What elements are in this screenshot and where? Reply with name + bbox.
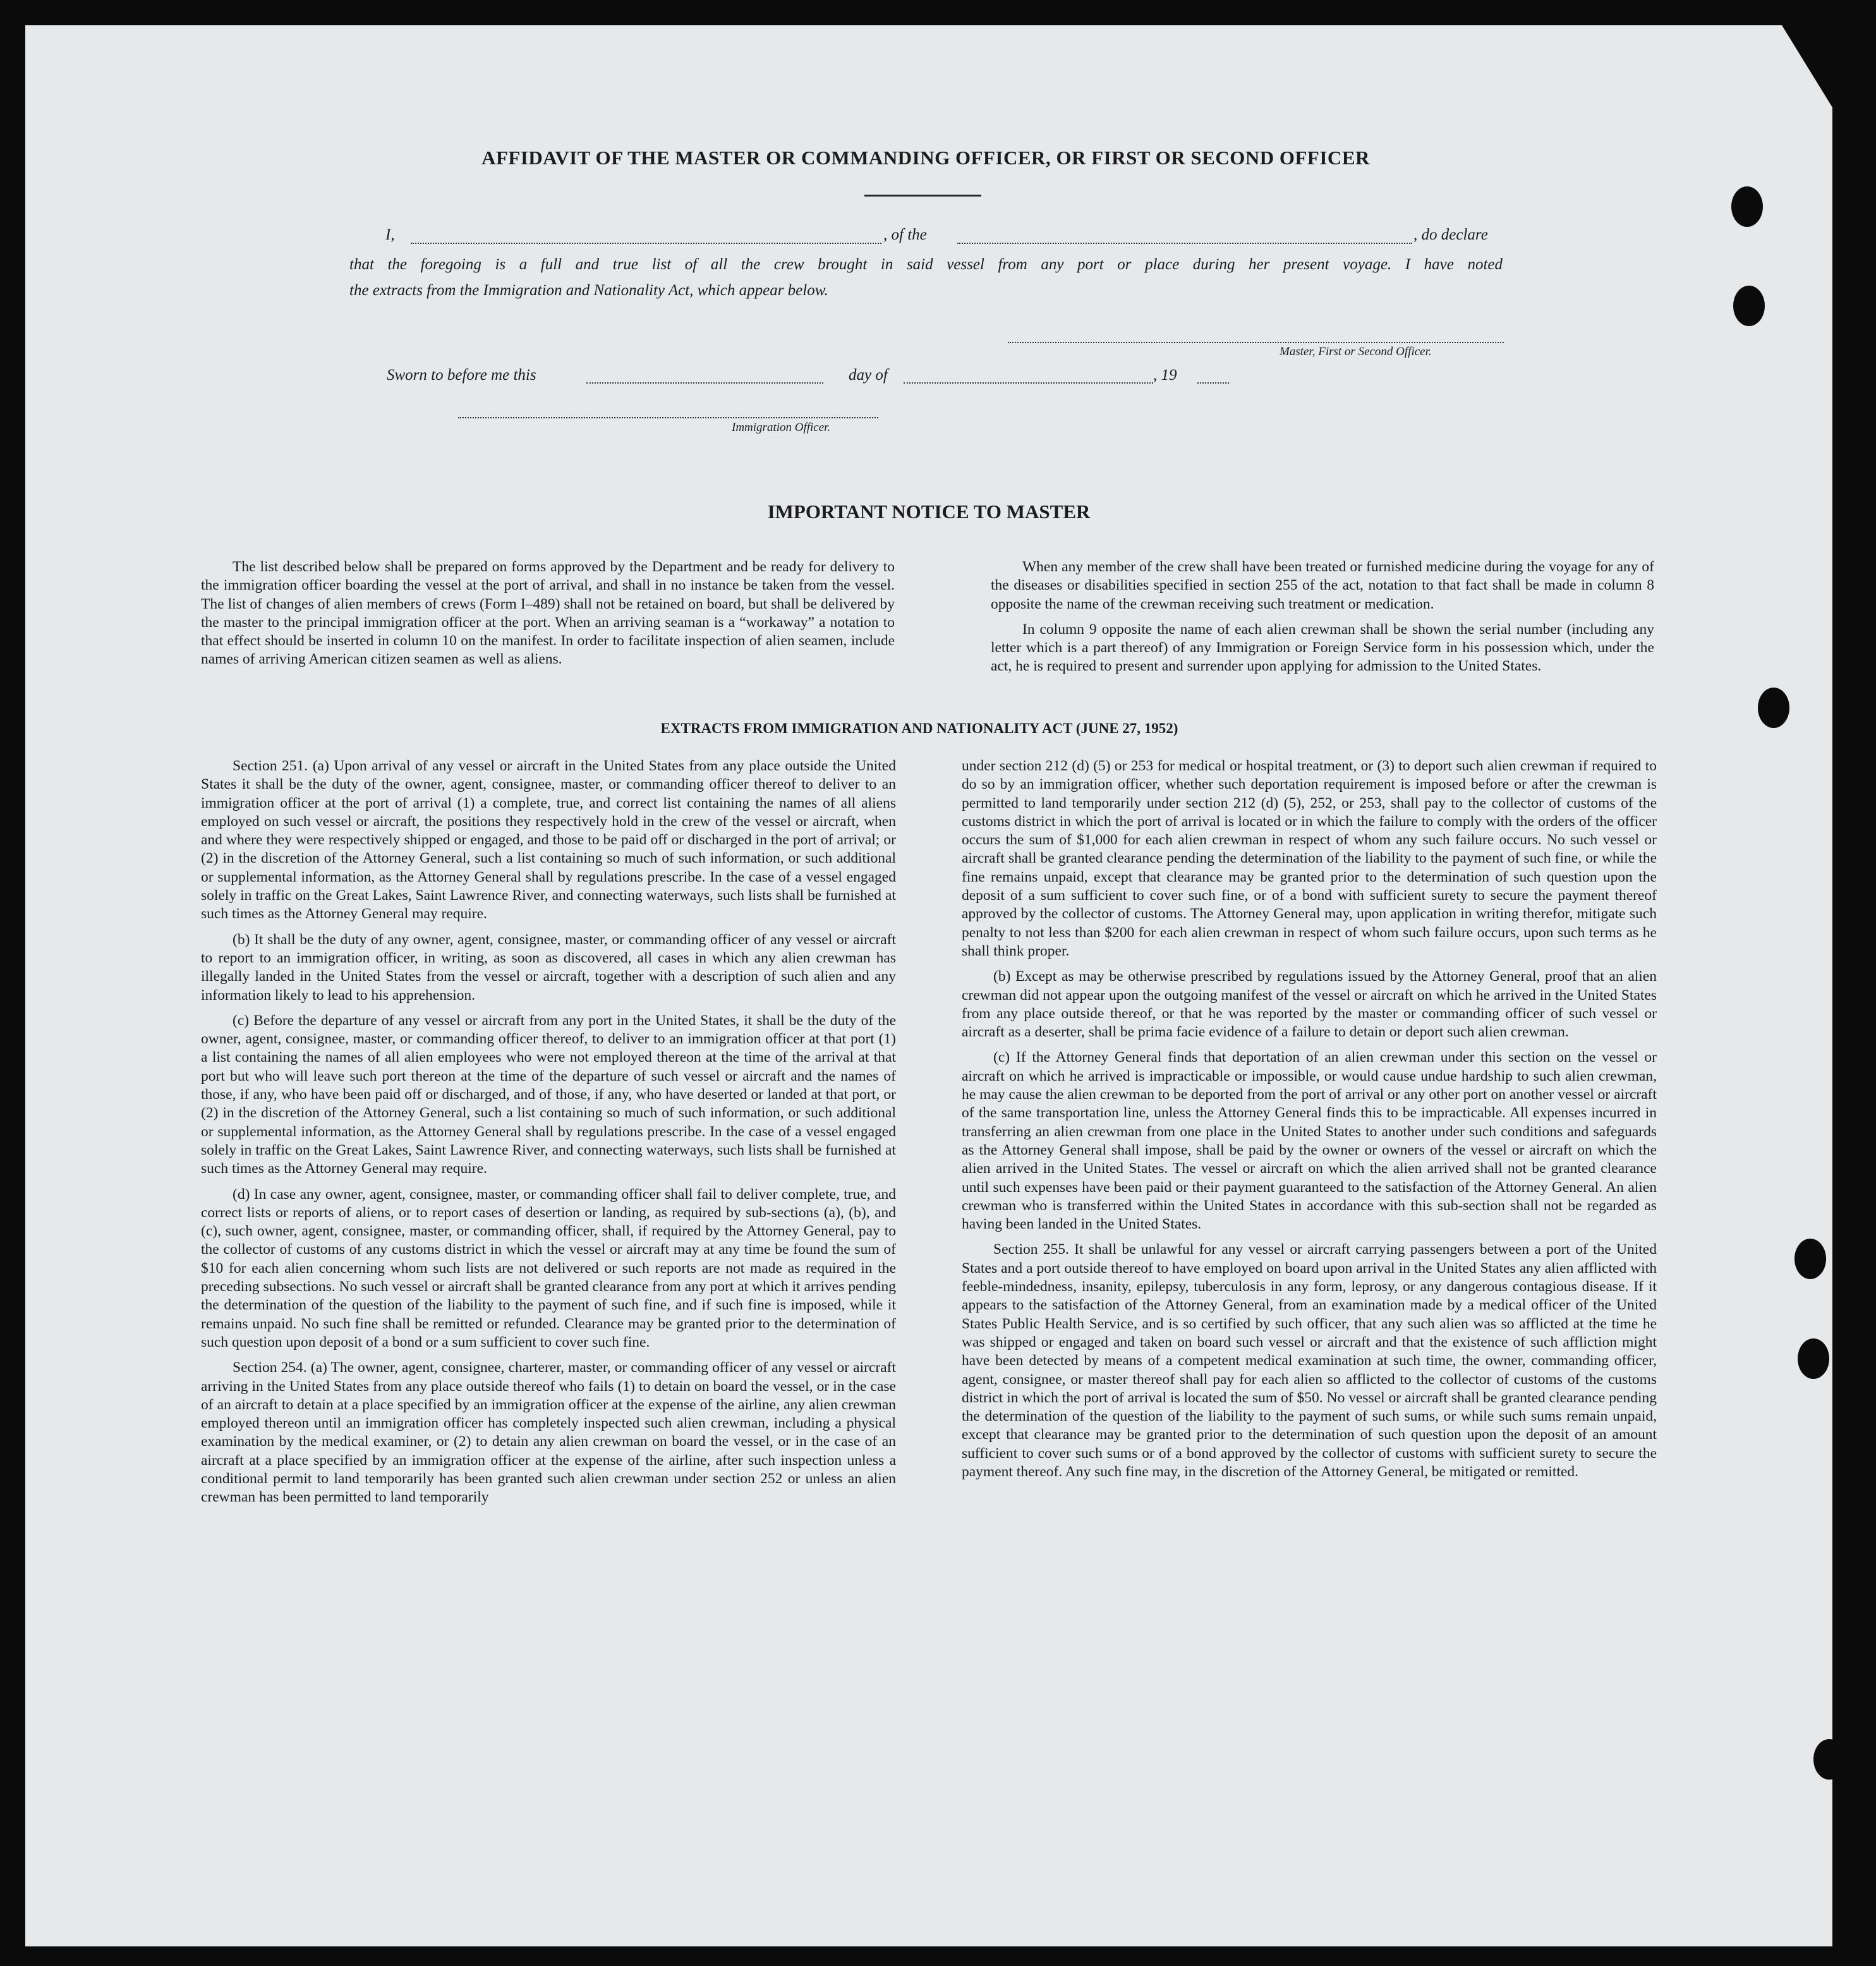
of-the-label: , of the [883,226,927,243]
declarant-label: I, [385,226,395,243]
officer-signature-field[interactable] [458,417,878,418]
notice-paragraph: When any member of the crew shall have been treated or furnished medicine during the voyage for any of the diseases or disabilities specified in section 255 of the act, notation to that fact shall be made in column 8 opposite the name of the crewman receiving such treatment or medication. [991,559,1654,612]
notice-left-column [201,558,895,676]
punch-hole [1794,1239,1826,1279]
extract-paragraph: (b) It shall be the duty of any owner, agent, consignee, master, or commanding officer of any vessel or aircraft to report to an immigration officer, in writing, as soon as discovered, all cases in which any alien crewman has illegally landed in the United States from the vessel or aircraft, together with a description of such alien and any information likely to lead to his apprehension. [201,931,896,1004]
extracts-left-column [201,757,896,1514]
notice-paragraph: The list described below shall be prepared on forms approved by the Department and be ready for delivery to the immigration officer boarding the vessel at the port of arrival, and shall in no instance be taken from the vessel. The list of changes of alien members of crews (Form I–489) shall not be retained on board, but shall be delivered by the master to the principal immigration officer at the port. When an arriving seaman is a “workaway” a notation to that effect should be inserted in column 10 on the manifest. In order to facilitate inspection of alien seamen, include names of arriving American citizen seamen as well as aliens. [201,559,895,668]
extract-paragraph: under section 212 (d) (5) or 253 for medical or hospital treatment, or (3) to deport such alien crewman if required to do so by an immigration officer, whether such deportation requirement is imposed before or after the crewman is permitted to land temporarily under section 212 (d) (5), 252, or 253, shall pay to the collector of customs of the customs district in which the port of arrival is located or in which the failure to comply with the orders of the officer occurs the sum of $1,000 for each alien crewman in respect of whom any such failure occurs. No such vessel or aircraft shall be granted clearance pending the determination of the liability to the payment of such fine, or while the fine remains unpaid, except that clearance may be granted prior to the determination of such question upon the deposit of a sum sufficient to cover such fine, or of a bond with sufficient surety to secure the payment thereof approved by the collector of customs. The Attorney General may, upon application in writing therefor, mitigate such penalty to not less than $200 for each alien crewman in respect of whom such failure occurs, upon such terms as he shall think proper. [962,758,1657,959]
sworn-label: Sworn to before me this [387,367,536,384]
notice-right-column [991,558,1654,683]
punch-hole [1813,1739,1845,1780]
extract-paragraph: Section 255. It shall be unlawful for any vessel or aircraft carrying passengers between a port of the United States and a port outside thereof to have employed on board upon arrival in the United States any alien afflicted with feeble-mindedness, insanity, epilepsy, tuberculosis in any form, leprosy, or any dangerous contagious disease. If it appears to the satisfaction of the Attorney General, from an examination made by a medical officer of the United States Public Health Service, and is so certified by such officer, that any such alien was so afflicted at the time he was shipped or engaged and taken on board such vessel or aircraft and that the existence of such affliction might have been detected by means of a competent medical examination at such time, the owner, commanding officer, agent, consignee, or master thereof shall pay for each alien so afflicted to the collector of customs of the customs district in which the port of arrival is located the sum of $50. No vessel or aircraft shall be granted clearance pending the determination of the question of the liability to the payment of such sums, or while such sums remain unpaid, except that clearance may be granted prior to the determination of such question upon the deposit of an amount sufficient to cover such sums or of a bond approved by the collector of customs with sufficient surety to secure the payment thereof. Any such fine may, in the discretion of the Attorney General, be mitigated or remitted. [962,1241,1657,1480]
title-divider [864,195,981,197]
punch-hole [1731,186,1763,227]
extracts-title: EXTRACTS FROM IMMIGRATION AND NATIONALITY ACT (JUNE 27, 1952) [660,720,1178,736]
punch-hole [1798,1338,1829,1379]
extract-paragraph: (b) Except as may be otherwise prescribed by regulations issued by the Attorney General, proof that an alien crewman did not appear upon the outgoing manifest of the vessel or aircraft on which he arrived in the United States from any place outside thereof, or that he was reported by the master or commanding officer of such vessel or aircraft as a deserter, shall be prima facie evidence of a failure to detain or deport such alien crewman. [962,968,1657,1041]
sworn-day-field[interactable] [586,382,823,384]
notice-paragraph: In column 9 opposite the name of each alien crewman shall be shown the serial number (including any letter which is a part thereof) of any Immigration or Foreign Service form in his possession which, under the act, he is required to present and surrender upon applying for admission to the United States. [991,621,1654,675]
vessel-name-field[interactable] [957,243,1412,244]
master-signature-field[interactable] [1008,342,1504,343]
do-declare-label: , do declare [1413,226,1488,243]
extract-paragraph: Section 254. (a) The owner, agent, consignee, charterer, master, or commanding officer of any vessel or aircraft arriving in the United States from any place outside thereof who fails (1) to detain on board the vessel, or in the case of an aircraft to detain at a place specified by an immigration officer at the expense of the airline, any alien crewman employed thereon until an immigration officer has completely inspected such alien crewman, including a physical examination by the medical examiner, or (2) to detain any alien crewman on board the vessel, or in the case of an aircraft at a place specified by an immigration officer at the expense of the airline, after such inspection unless a conditional permit to land temporarily has been granted such alien crewman under section 252 or unless an alien crewman has been permitted to land temporarily [201,1359,896,1506]
officer-signature-label: Immigration Officer. [732,421,831,434]
year-prefix-label: , 19 [1153,367,1177,384]
punch-hole [1758,688,1789,728]
extracts-right-column [962,757,1657,1488]
extract-paragraph: (d) In case any owner, agent, consignee, master, or commanding officer shall fail to deliver complete, true, and correct lists or reports of aliens, or to report cases of desertion or landing, as required by sub-sections (a), (b), and (c), such owner, agent, consignee, master, or commanding officer, shall, if required by the Attorney General, pay to the collector of customs of any customs district in which the vessel or aircraft may at any time be found the sum of $10 for each alien concerning whom such lists are not delivered or such reports are not made as required in the preceding subsections. No such vessel or aircraft shall be granted clearance from any port at which it arrives pending the determination of the question of the liability to the payment of such fine, and if such fine is imposed, while it remains unpaid. No such fine shall be remitted or refunded. Clearance may be granted prior to the determination of such question upon deposit of a bond or a sum sufficient to cover such fine. [201,1186,896,1350]
sworn-year-field[interactable] [1197,382,1229,384]
declaration-line-3: the extracts from the Immigration and Nationality Act, which appear below. [349,282,828,299]
extract-paragraph: (c) Before the departure of any vessel or aircraft from any port in the United States, it shall be the duty of the owner, agent, consignee, master, or commanding officer thereof, to deliver to an immigration officer at that port (1) a list containing the names of all alien employees who were not employed thereon at the time of the arrival at that port but who will leave such port thereon at the time of the departure of such vessel or aircraft and the names of those, if any, who have been paid off or discharged, and of those, if any, who have deserted or landed at that port, or (2) in the discretion of the Attorney General, such a list containing so much of such information, or such additional or supplemental information, as the Attorney General shall by regulations prescribe. In the case of a vessel engaged solely in traffic on the Great Lakes, Saint Lawrence River, and connecting waterways, such lists shall be furnished at such times as the Attorney General may require. [201,1012,896,1177]
master-signature-label: Master, First or Second Officer. [1280,345,1432,358]
affidavit-title: AFFIDAVIT OF THE MASTER OR COMMANDING OFFICER, OR FIRST OR SECOND OFFICER [481,147,1370,169]
declaration-line-2: that the foregoing is a full and true list of all the crew brought in said vessel from any port or place during her present voyage. I have noted [349,256,1503,273]
punch-hole [1733,286,1765,326]
extract-paragraph: Section 251. (a) Upon arrival of any vessel or aircraft in the United States from any place outside the United States it shall be the duty of the owner, agent, consignee, master, or commanding officer thereof to deliver to an immigration officer at the port of arrival (1) a complete, true, and correct list containing the names of all aliens employed on such vessel or aircraft, the positions they respectively hold in the crew of the vessel or aircraft, when and where they were respectively shipped or engaged, and those to be paid off or discharged in the port of arrival; or (2) in the discretion of the Attorney General, such a list containing so much of such information, or such additional or supplemental information, as the Attorney General shall by regulations prescribe. In the case of a vessel engaged solely in traffic on the Great Lakes, Saint Lawrence River, and connecting waterways, such lists shall be furnished at such times as the Attorney General may require. [201,758,896,923]
extract-paragraph: (c) If the Attorney General finds that deportation of an alien crewman under this section on the vessel or aircraft on which he arrived is impracticable or impossible, or would cause undue hardship to such alien crewman, he may cause the alien crewman to be deported from the port of arrival or any other port on another vessel or aircraft of the same transportation line, unless the Attorney General finds this to be impracticable. All expenses incurred in transferring an alien crewman from one place in the United States to another under such conditions and safeguards as the Attorney General shall impose, shall be paid by the owner or owners of the vessel or aircraft on which the alien arrived in the United States. The vessel or aircraft on which the alien arrived shall not be granted clearance until such expenses have been paid or their payment guaranteed to the satisfaction of the Attorney General. An alien crewman who is transferred within the United States in accordance with this sub-section shall not be regarded as having been landed in the United States. [962,1049,1657,1233]
day-of-label: day of [849,367,888,384]
sworn-month-field[interactable] [904,382,1153,384]
declarant-name-field[interactable] [411,243,881,244]
notice-title: IMPORTANT NOTICE TO MASTER [767,501,1091,523]
